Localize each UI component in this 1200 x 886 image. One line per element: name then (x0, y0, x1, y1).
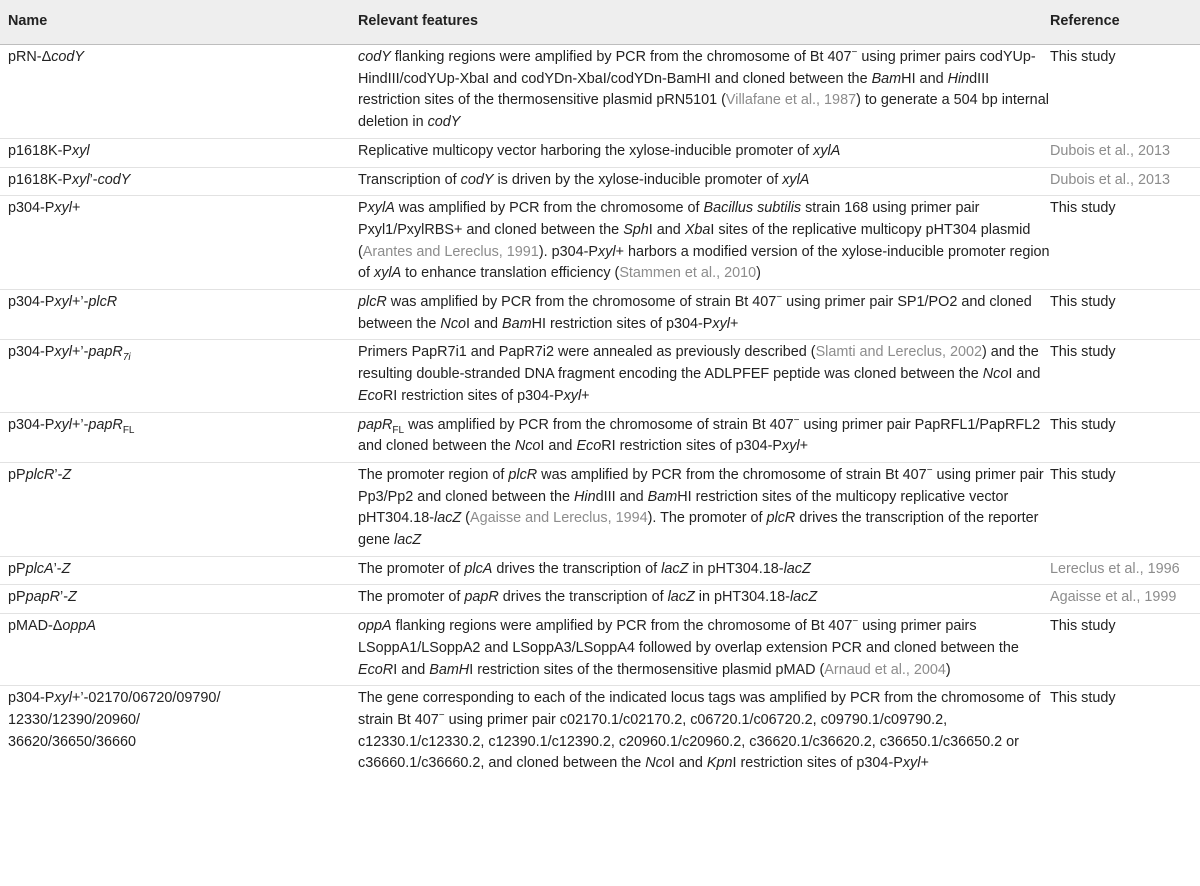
text-segment: flanking regions were amplified by PCR from the chromosome of Bt 407 (390, 49, 852, 65)
text-segment-italic: xyl (54, 344, 72, 361)
text-segment: P (358, 200, 368, 217)
table-row (0, 167, 1200, 196)
text-segment-italic: Hin (574, 488, 596, 505)
text-segment: The promoter region of (358, 466, 509, 483)
table-body (0, 45, 1200, 780)
text-segment-italic: xyl (782, 438, 800, 455)
text-segment: I and (648, 221, 685, 238)
text-segment: strain 168 using primer pair Pxyl1/PxylRBS+ and cloned between the (358, 200, 980, 238)
table-row (0, 290, 1200, 340)
text-segment: + (920, 755, 929, 772)
text-segment-italic: EcoR (358, 661, 394, 678)
header-features: Relevant features (358, 0, 1050, 45)
text-segment-italic: lacZ (434, 510, 462, 527)
text-segment: flanking regions were amplified by PCR from the chromosome of Bt 407 (391, 618, 853, 635)
text-segment (648, 489, 678, 505)
text-segment-italic: xyl (902, 755, 921, 772)
text-segment: I restriction sites of p304-P (732, 755, 903, 772)
text-segment (26, 467, 55, 483)
text-segment-italic: plcR (358, 294, 387, 311)
plasmid-name-cell (0, 290, 358, 340)
text-segment (661, 561, 688, 577)
text-segment (358, 662, 393, 678)
text-segment (464, 561, 492, 577)
text-segment (123, 352, 131, 363)
reference-cell (1050, 556, 1200, 585)
reference-citation-link[interactable]: Agaisse et al., 1999 (1050, 589, 1177, 606)
text-segment (358, 417, 392, 433)
text-segment: I and (1008, 366, 1041, 383)
text-segment: was amplified by PCR from the chromosome of (394, 200, 704, 217)
text-segment: p304-P (8, 294, 55, 311)
citation-link[interactable]: Slamti and Lereclus, 2002 (815, 344, 982, 361)
citation-link[interactable]: Agaisse and Lereclus, 1994 (469, 510, 648, 527)
text-segment: pMAD-Δ (8, 618, 63, 635)
text-segment (62, 618, 96, 634)
citation-link[interactable]: Arnaud et al., 2004 (824, 661, 946, 678)
text-segment: using primer pairs codYUp-HindIII/codYUp-XbaI and codYDn-XbaI/codYDn-BamHI and cloned between the (358, 49, 1036, 87)
text-segment-italic: Eco (358, 387, 383, 404)
text-segment (358, 49, 391, 65)
text-segment (564, 388, 582, 404)
relevant-features-cell (358, 686, 1050, 779)
text-segment: HI restriction sites of p304-P (531, 315, 713, 332)
reference-text: This study (1050, 416, 1116, 433)
relevant-features-cell (358, 45, 1050, 139)
relevant-features-cell (358, 614, 1050, 686)
header-row (0, 0, 1200, 45)
text-segment: drives the transcription of (498, 589, 668, 606)
text-segment-italic: Bacillus subtilis (703, 200, 802, 217)
text-segment: − (776, 292, 783, 304)
text-segment-italic: lacZ (789, 589, 818, 606)
text-segment-italic: xyl (598, 243, 616, 260)
text-segment (62, 467, 71, 483)
text-segment: + (72, 200, 81, 217)
reference-text: This study (1050, 294, 1116, 311)
text-segment-italic: xyl (72, 171, 90, 188)
text-segment (574, 489, 596, 505)
text-segment-italic: codY (460, 171, 494, 188)
citation-link[interactable]: Stammen et al., 2010 (619, 265, 757, 282)
relevant-features-cell (358, 290, 1050, 340)
text-segment-italic: Xba (684, 221, 711, 238)
text-segment (790, 589, 817, 605)
text-segment (515, 438, 541, 454)
text-segment: ’- (53, 560, 62, 577)
text-segment (54, 200, 72, 216)
text-segment: ). The promoter of (647, 510, 767, 527)
text-segment-italic: Nco (440, 315, 467, 332)
text-segment-italic: oppA (62, 618, 96, 635)
plasmid-name-cell (0, 585, 358, 614)
text-segment-italic: papR (88, 416, 123, 433)
reference-text: This study (1050, 690, 1116, 707)
text-segment: − (438, 710, 445, 722)
text-segment: dIII and (595, 488, 648, 505)
text-segment-italic: xyl (54, 690, 72, 707)
reference-cell (1050, 290, 1200, 340)
text-segment (440, 316, 466, 332)
text-segment-italic: plcR (88, 294, 118, 311)
text-segment (508, 467, 537, 483)
reference-text: This study (1050, 49, 1116, 65)
text-segment: I sites of the replicative multicopy pHT304 plasmid ( (358, 221, 1031, 260)
text-segment-italic: xylA (367, 200, 395, 217)
text-segment (26, 589, 60, 605)
text-segment-italic: lacZ (394, 532, 422, 549)
text-segment: I and (670, 755, 707, 772)
text-segment: 12330/12390/20960/ (8, 711, 141, 728)
text-segment-italic: Sph (623, 221, 649, 238)
relevant-features-cell (358, 138, 1050, 167)
text-segment-italic: plcR (508, 466, 538, 483)
text-segment (576, 438, 601, 454)
plasmid-name-cell (0, 167, 358, 196)
text-segment-italic: xylA (374, 265, 402, 282)
text-segment: + (581, 387, 590, 404)
table-row (0, 686, 1200, 779)
text-segment: Transcription of (358, 171, 461, 188)
text-segment (502, 316, 532, 332)
text-segment-italic: xylA (782, 171, 810, 188)
plasmid-name-cell (0, 614, 358, 686)
text-segment: I and (466, 315, 503, 332)
text-segment: is driven by the xylose-inducible promoter of (493, 171, 783, 188)
plasmid-name-cell (0, 686, 358, 779)
text-segment: ) (945, 661, 951, 678)
text-segment: p304-P (8, 416, 55, 433)
reference-text: This study (1050, 200, 1116, 217)
text-segment (54, 344, 72, 360)
text-segment-italic: xyl (54, 416, 72, 433)
text-segment-italic: Nco (645, 755, 671, 772)
text-segment-italic: lacZ (661, 560, 689, 577)
text-segment-italic: plcA (464, 560, 493, 577)
text-segment: was amplified by PCR from the chromosome of strain Bt 407 (386, 294, 777, 311)
text-segment-italic: papR (464, 589, 499, 606)
text-segment (374, 265, 401, 281)
text-segment (72, 172, 90, 188)
text-segment: ’- (89, 171, 98, 188)
text-segment: +’- (72, 294, 89, 311)
reference-citation-link[interactable]: Dubois et al., 2013 (1050, 171, 1171, 188)
text-segment (428, 114, 461, 130)
text-segment (813, 143, 840, 159)
text-segment: +’-02170/06720/09790/ (72, 690, 221, 707)
reference-cell (1050, 585, 1200, 614)
text-segment (358, 618, 392, 634)
text-segment (54, 417, 72, 433)
text-segment-italic: xyl (563, 387, 582, 404)
text-segment: was amplified by PCR from the chromosome of strain Bt 407 (537, 466, 927, 483)
relevant-features-cell (358, 412, 1050, 462)
text-segment (685, 222, 711, 238)
reference-cell (1050, 614, 1200, 686)
text-segment: pP (8, 466, 26, 483)
text-segment: ’- (54, 466, 63, 483)
text-segment-italic: xylA (813, 142, 841, 159)
text-segment: in pHT304.18- (688, 560, 784, 577)
text-segment: 36620/36650/36660 (8, 733, 137, 750)
text-segment (712, 316, 730, 332)
table-row (0, 196, 1200, 290)
text-segment (464, 589, 498, 605)
text-segment: − (852, 616, 859, 628)
reference-cell (1050, 462, 1200, 556)
text-segment: pRN-Δ (8, 49, 52, 65)
relevant-features-cell (358, 556, 1050, 585)
text-segment-italic: xyl (712, 315, 730, 332)
text-segment-italic: lacZ (783, 560, 811, 577)
text-segment (68, 589, 77, 605)
text-segment: ’- (60, 589, 69, 606)
reference-cell (1050, 45, 1200, 139)
text-segment: in pHT304.18- (694, 589, 790, 606)
plasmid-name-cell (0, 45, 358, 139)
text-segment-italic: BamH (429, 661, 470, 678)
text-segment: +’- (72, 416, 89, 433)
plasmid-name-cell (0, 138, 358, 167)
table-header (0, 0, 1200, 45)
plasmid-name-cell (0, 556, 358, 585)
text-segment-italic: Kpn (706, 755, 733, 772)
text-segment: I restriction sites of the thermosensitive plasmid pMAD ( (469, 661, 825, 678)
text-segment (782, 438, 800, 454)
table-row (0, 45, 1200, 139)
text-segment: using primer pair c02170.1/c02170.2, c06720.1/c06720.2, c09790.1/c09790.2, c12330.1/c12330.2, c12390.1/c12390.2, c20960.1/c20960.2, c36620.1/c36620.2, c36650.1/c36650.2 or c36660.1/c36660.2, and cloned between the (358, 711, 1019, 772)
table-row (0, 462, 1200, 556)
text-segment: p1618K-P (8, 171, 73, 188)
table-row (0, 138, 1200, 167)
plasmid-name-cell (0, 196, 358, 290)
text-segment-italic: codY (97, 171, 131, 188)
text-segment: drives the transcription of the reporter gene (358, 510, 1039, 549)
text-segment (26, 561, 54, 577)
reference-citation-link[interactable]: Lereclus et al., 1996 (1050, 560, 1180, 577)
text-segment: pP (8, 589, 26, 606)
text-segment (461, 172, 494, 188)
text-segment (598, 244, 616, 260)
text-segment-italic: plcR (25, 466, 55, 483)
text-segment (88, 344, 122, 360)
text-segment: using primer pair SP1/PO2 and cloned between the (358, 294, 1032, 332)
text-segment-italic: Bam (871, 70, 902, 87)
text-segment: p304-P (8, 200, 55, 217)
relevant-features-cell (358, 585, 1050, 614)
table-row (0, 412, 1200, 462)
text-segment-italic: Eco (576, 438, 602, 455)
text-segment-italic: Z (61, 560, 71, 577)
text-segment: p304-P (8, 690, 55, 707)
reference-cell (1050, 340, 1200, 412)
text-segment: Replicative multicopy vector harboring the xylose-inducible promoter of (358, 142, 814, 159)
text-segment: using primer pair Pp3/Pp2 and cloned between the (358, 466, 1044, 505)
text-segment (358, 388, 383, 404)
reference-cell (1050, 167, 1200, 196)
text-segment-italic: Z (62, 466, 72, 483)
text-segment: − (793, 414, 800, 426)
text-segment (394, 532, 421, 548)
reference-cell (1050, 412, 1200, 462)
citation-link[interactable]: Villafane et al., 1987 (725, 92, 857, 109)
text-segment-italic: xyl (54, 294, 72, 311)
text-segment: ) and the resulting double-stranded DNA fragment encoding the ADLPFEF peptide was cloned between the (358, 344, 1039, 383)
text-segment (704, 200, 802, 216)
text-segment: FL (392, 424, 405, 436)
reference-cell (1050, 196, 1200, 290)
table-row (0, 556, 1200, 585)
text-segment-italic: papR (358, 416, 393, 433)
text-segment (62, 561, 71, 577)
text-segment: RI restriction sites of p304-P (382, 387, 564, 404)
reference-citation-link[interactable]: Dubois et al., 2013 (1050, 142, 1171, 159)
text-segment: ) to generate a 504 bp internal deletion in (358, 92, 1049, 131)
text-segment-italic: Nco (514, 438, 541, 455)
text-segment-italic: oppA (358, 618, 392, 635)
text-segment: drives the transcription of (492, 560, 662, 577)
text-segment (623, 222, 649, 238)
text-segment-italic: plcR (766, 510, 796, 527)
reference-cell (1050, 138, 1200, 167)
text-segment: to enhance translation efficiency ( (401, 265, 620, 282)
text-segment (784, 561, 811, 577)
text-segment-italic: Bam (647, 488, 678, 505)
text-segment (54, 690, 72, 706)
text-segment: I and (540, 438, 577, 455)
text-segment: HI restriction sites of the multicopy replicative vector pHT304.18- (358, 488, 1009, 527)
text-segment: − (851, 47, 858, 59)
text-segment (983, 366, 1009, 382)
text-segment (948, 71, 970, 87)
text-segment (707, 755, 733, 771)
text-segment: + harbors a modified version of the xylose-inducible promoter region of (358, 243, 1050, 282)
text-segment-italic: Z (68, 589, 77, 606)
header-name: Name (0, 0, 358, 45)
text-segment-italic: codY (427, 114, 461, 131)
text-segment-italic: Bam (502, 315, 532, 332)
text-segment-italic: Hin (947, 70, 970, 87)
text-segment-italic: plcA (25, 560, 54, 577)
text-segment (668, 589, 695, 605)
text-segment: pP (8, 560, 26, 577)
text-segment-italic: Nco (982, 366, 1009, 383)
text-segment: p304-P (8, 344, 55, 361)
table-row (0, 340, 1200, 412)
text-segment-italic: papR (25, 589, 61, 606)
text-segment-italic: codY (51, 49, 85, 65)
text-segment-italic: xyl (72, 142, 90, 159)
text-segment: The gene corresponding to each of the indicated locus tags was amplified by PCR from the chromosome of strain Bt 407 (358, 690, 1041, 728)
text-segment: ( (461, 510, 470, 527)
reference-cell (1050, 686, 1200, 779)
table-row (0, 614, 1200, 686)
reference-text: This study (1050, 618, 1116, 635)
reference-text: This study (1050, 344, 1116, 361)
relevant-features-cell (358, 462, 1050, 556)
text-segment (903, 755, 921, 771)
text-segment: p1618K-P (8, 142, 73, 159)
relevant-features-cell (358, 340, 1050, 412)
text-segment: ). p304-P (538, 243, 599, 260)
text-segment: FL (122, 424, 135, 436)
plasmid-name-cell (0, 462, 358, 556)
text-segment-italic: 7i (122, 352, 131, 364)
text-segment (429, 662, 469, 678)
text-segment: The promoter of (358, 560, 465, 577)
text-segment (54, 294, 72, 310)
relevant-features-cell (358, 167, 1050, 196)
text-segment: ) (756, 265, 761, 282)
text-segment: RI restriction sites of p304-P (601, 438, 783, 455)
text-segment (368, 200, 395, 216)
relevant-features-cell (358, 196, 1050, 290)
citation-link[interactable]: Arantes and Lereclus, 1991 (362, 243, 539, 260)
text-segment: I and (393, 661, 430, 678)
text-segment-italic: codY (358, 49, 391, 65)
text-segment: +’- (72, 344, 89, 361)
text-segment: + (729, 315, 739, 332)
text-segment: using primer pairs LSoppA1/LSoppA2 and LSoppA3/LSoppA4 followed by overlap extension PCR and cloned between the (358, 618, 1019, 656)
text-segment (358, 294, 387, 310)
text-segment: dIII restriction sites of the thermosensitive plasmid pRN5101 ( (358, 70, 990, 109)
text-segment (98, 172, 131, 188)
text-segment (72, 143, 90, 159)
text-segment-italic: xyl (54, 200, 72, 217)
text-segment: Primers PapR7i1 and PapR7i2 were annealed as previously described ( (358, 344, 816, 361)
header-reference: Reference (1050, 0, 1200, 45)
text-segment: − (926, 465, 933, 477)
text-segment (88, 294, 117, 310)
text-segment (782, 172, 809, 188)
text-segment-italic: papR (88, 344, 123, 361)
text-segment (767, 510, 796, 526)
text-segment (434, 510, 461, 526)
text-segment (51, 49, 84, 65)
text-segment: was amplified by PCR from the chromosome of strain Bt 407 (404, 416, 794, 433)
text-segment: + (799, 438, 809, 455)
reference-text: This study (1050, 466, 1116, 483)
text-segment: The promoter of (358, 589, 465, 606)
text-segment (88, 417, 122, 433)
text-segment (872, 71, 902, 87)
plasmid-name-cell (0, 412, 358, 462)
text-segment (645, 755, 671, 771)
text-segment-italic: lacZ (667, 589, 695, 606)
plasmid-name-cell (0, 340, 358, 412)
text-segment: using primer pair PapRFL1/PapRFL2 and cloned between the (358, 416, 1041, 455)
text-segment: HI and (901, 70, 948, 87)
table-row (0, 585, 1200, 614)
